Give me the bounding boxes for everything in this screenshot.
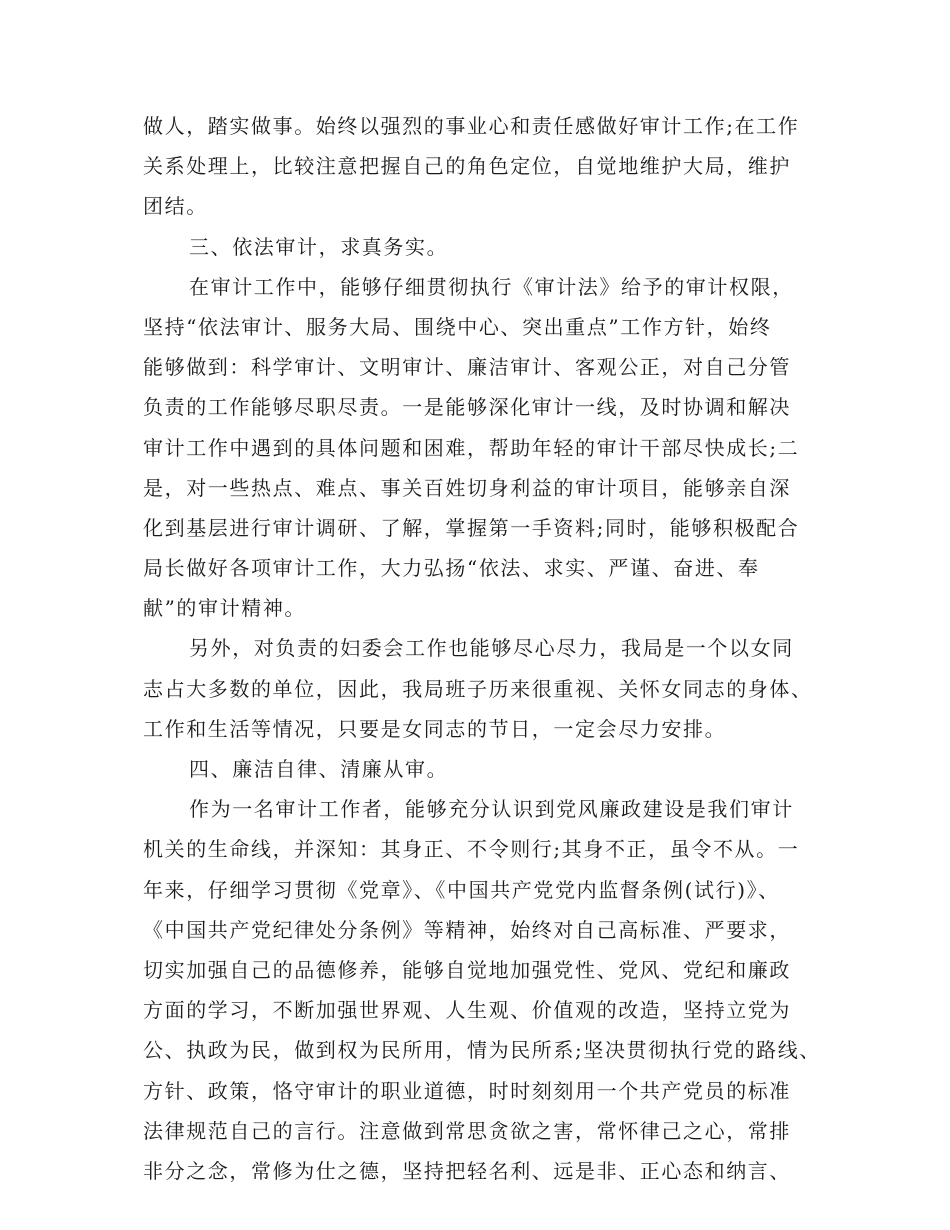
text-line: 方面的学习，不断加强世界观、人生观、价值观的改造，坚持立党为 (143, 998, 791, 1023)
text-line: 作为一名审计工作者，能够充分认识到党风廉政建设是我们审计 (189, 797, 794, 822)
text-line: 三、依法审计，求真务实。 (189, 234, 449, 259)
text-line: 能够做到：科学审计、文明审计、廉洁审计、客观公正，对自己分管 (143, 355, 791, 380)
text-line: 化到基层进行审计调研、了解，掌握第一手资料;同时，能够积极配合 (143, 515, 800, 540)
text-line: 局长做好各项审计工作，大力弘扬“依法、求实、严谨、奋进、奉 (143, 556, 760, 581)
text-line: 献”的审计精神。 (143, 596, 307, 621)
text-line: 审计工作中遇到的具体问题和困难，帮助年轻的审计干部尽快成长;二 (143, 435, 800, 460)
text-line: 《中国共产党纪律处分条例》等精神，始终对自己高标准、严要求， (143, 917, 791, 942)
text-line: 年来，仔细学习贯彻《党章》、《中国共产党党内监督条例(试行)》、 (143, 877, 780, 902)
text-line: 是，对一些热点、难点、事关百姓切身利益的审计项目，能够亲自深 (143, 475, 791, 500)
text-line: 在审计工作中，能够仔细贯彻执行《审计法》给予的审计权限， (189, 274, 794, 299)
text-line: 另外，对负责的妇委会工作也能够尽心尽力，我局是一个以女同 (189, 636, 794, 661)
text-line: 团结。 (143, 194, 208, 219)
text-line: 做人，踏实做事。始终以强烈的事业心和责任感做好审计工作;在工作 (143, 114, 800, 138)
text-line: 法律规范自己的言行。注意做到常思贪欲之害，常怀律己之心，常排 (143, 1118, 791, 1143)
text-line: 工作和生活等情况，只要是女同志的节日，一定会尽力安排。 (143, 716, 727, 741)
text-line: 志占大多数的单位，因此，我局班子历来很重视、关怀女同志的身体、 (143, 676, 813, 701)
document-body (143, 106, 823, 1191)
text-line: 方针、政策，恪守审计的职业道德，时时刻刻用一个共产党员的标准 (143, 1078, 791, 1103)
text-line: 坚持“依法审计、服务大局、围绕中心、突出重点”工作方针，始终 (143, 314, 772, 339)
text-line: 切实加强自己的品德修养，能够自觉地加强党性、党风、党纪和廉政 (143, 957, 791, 982)
text-line: 负责的工作能够尽职尽责。一是能够深化审计一线，及时协调和解决 (143, 395, 791, 420)
text-line: 非分之念，常修为仕之德，坚持把轻名利、远是非、正心态和纳言、 (143, 1158, 791, 1183)
text-line: 机关的生命线，并深知：其身正、不令则行;其身不正，虽令不从。一 (143, 837, 800, 862)
text-line: 公、执政为民，做到权为民所用，情为民所系;坚决贯彻执行党的路线、 (143, 1038, 821, 1063)
text-line: 四、廉洁自律、清廉从审。 (189, 757, 449, 781)
text-line: 关系处理上，比较注意把握自己的角色定位，自觉地维护大局，维护 (143, 154, 791, 179)
